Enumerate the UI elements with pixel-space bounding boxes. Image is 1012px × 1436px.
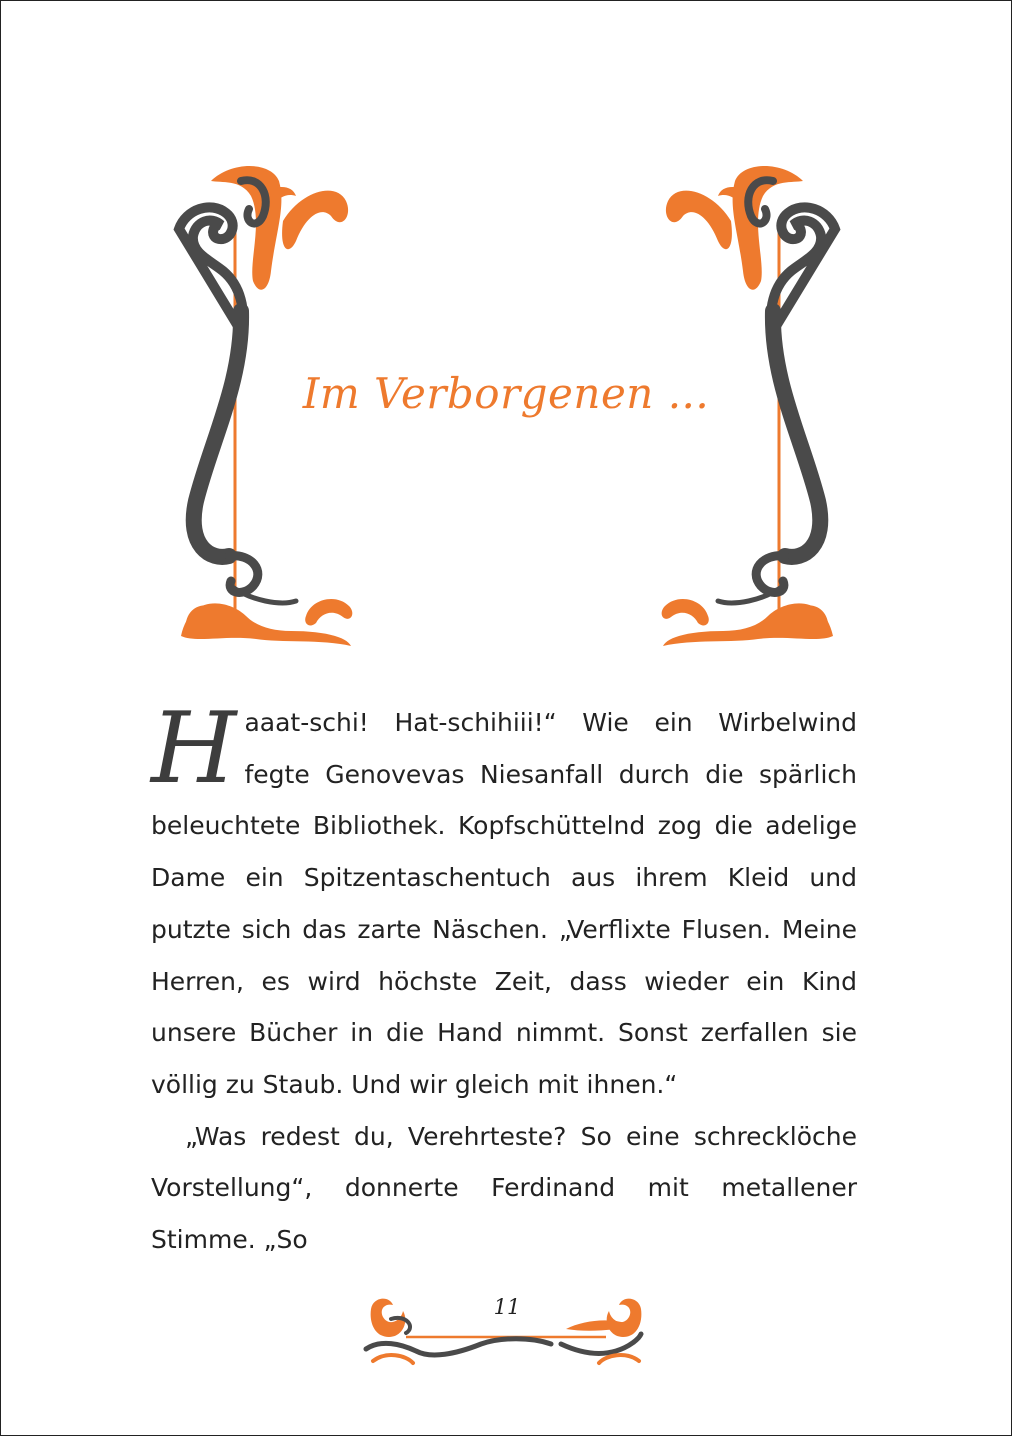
body-text — [151, 692, 857, 1266]
page-number: 11 — [493, 1295, 521, 1319]
chapter-title: Im Verborgenen ... — [302, 369, 710, 418]
drop-cap: H — [151, 692, 237, 806]
paragraph-2: „Was redest du, Verehrteste? So eine schrecklöche Vorstellung“, donnerte Ferdinand mit metallener Stimme. „So — [151, 1121, 857, 1255]
paragraph-1-text: aaat-schi! Hat-schihiii!“ Wie ein Wirbelwind fegte Genovevas Niesanfall durch die spärlich beleuchtete Bibliothek. Kopfschüttelnd zog die adelige Dame ein Spitzentaschentuch aus ihrem Kleid und putzte sich das zarte Näschen. „Verflixte Flusen. Meine Herren, es wird höchste Zeit, dass wieder ein Kind unsere Bücher in die Hand nimmt. Sonst zerfallen sie völlig zu Staub. Und wir gleich mit ihnen.“ — [151, 708, 857, 1099]
paragraph-1 — [151, 692, 857, 1111]
